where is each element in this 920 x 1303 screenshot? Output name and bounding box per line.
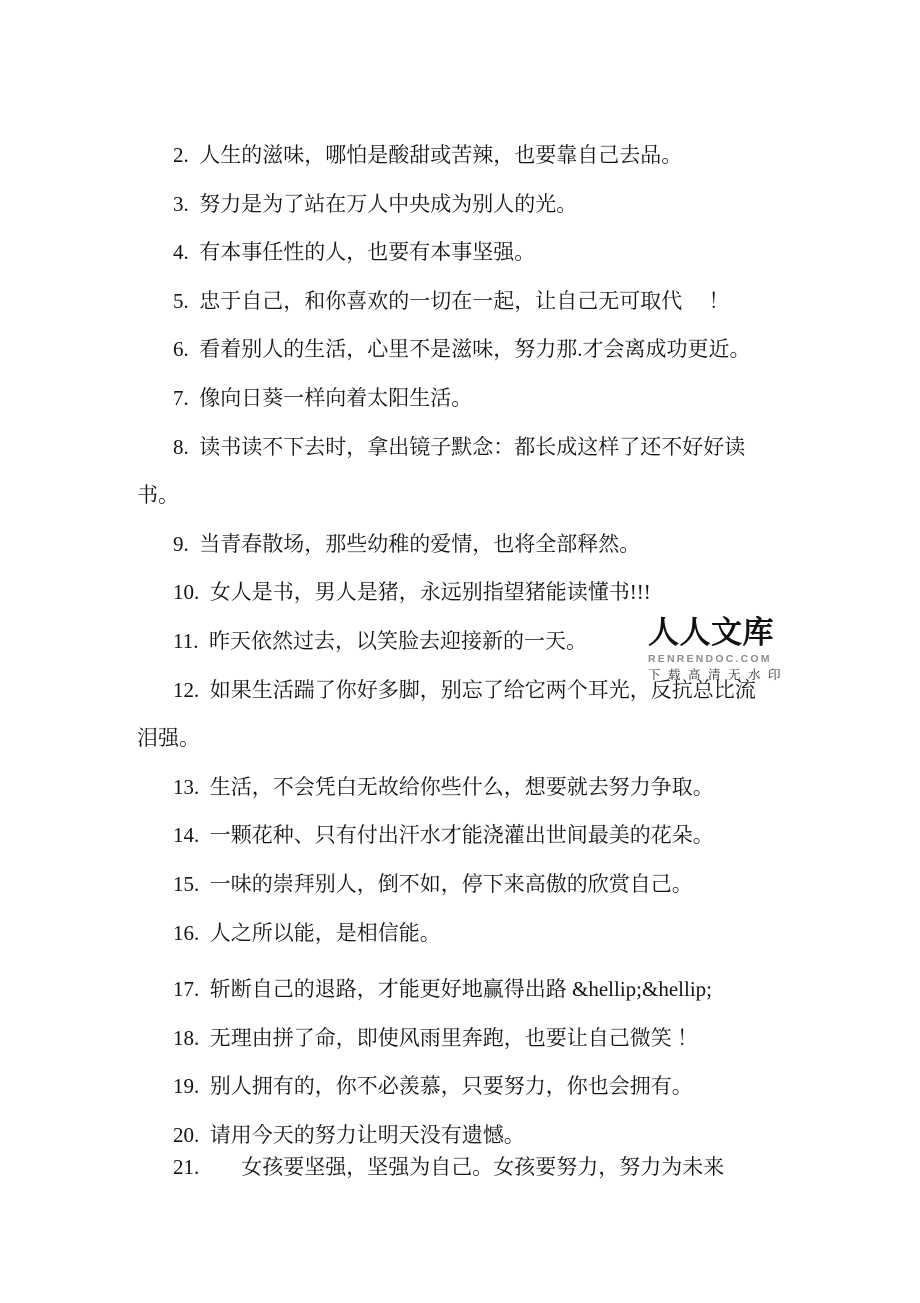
list-item-line: 7. 像向日葵一样向着太阳生活。 — [173, 385, 473, 410]
list-item-line: 20. 请用今天的努力让明天没有遗憾。 — [173, 1122, 525, 1147]
list-item-line: 3. 努力是为了站在万人中央成为别人的光。 — [173, 191, 578, 216]
list-item-line: 4. 有本事任性的人，也要有本事坚强。 — [173, 240, 536, 265]
list-item-line: 18. 无理由拼了命，即使风雨里奔跑，也要让自己微笑 ！ — [173, 1025, 698, 1050]
quotes-list — [137, 131, 799, 1192]
list-item-line: 8. 读书读不下去时，拿出镜子默念：都长成这样了还不好好读 — [173, 434, 746, 459]
watermark-tagline: 下载高清无水印 — [648, 668, 789, 682]
list-item-line: 15. 一味的崇拜别人，倒不如，停下来高傲的欣赏自己。 — [173, 871, 693, 896]
renrendoc-logo: 人人文库 — [648, 615, 774, 650]
list-item-line: 11. 昨天依然过去，以笑脸去迎接新的一天。 — [173, 628, 587, 653]
list-item-line: 10. 女人是书，男人是猪，永远别指望猪能读懂书!!! — [173, 580, 651, 605]
list-item-line: 书。 — [137, 483, 179, 508]
list-item-line: 2. 人生的滋味，哪怕是酸甜或苦辣，也要靠自己去品。 — [173, 143, 683, 167]
list-item-line: 5. 忠于自己，和你喜欢的一切在一起，让自己无可取代 ！ — [173, 288, 730, 313]
list-item-line: 17. 斩断自己的退路，才能更好地赢得出路 &hellip;&hellip; — [173, 977, 712, 1002]
list-item-line: 12. 如果生活踹了你好多脚，别忘了给它两个耳光，反抗总比流 — [173, 677, 756, 702]
list-item-line: 13. 生活，不会凭白无故给你些什么，想要就去努力争取。 — [173, 774, 714, 799]
list-item-line: 泪强。 — [137, 726, 200, 751]
watermark-domain-text: RENRENDOC.COM — [648, 653, 772, 665]
list-item-line: 6. 看着别人的生活，心里不是滋味，努力那.才会离成功更近。 — [173, 337, 751, 362]
list-item-line: 14. 一颗花种、只有付出汗水才能浇灌出世间最美的花朵。 — [173, 823, 714, 848]
list-item-line: 16. 人之所以能，是相信能。 — [173, 920, 441, 945]
list-item-line: 9. 当青春散场，那些幼稚的爱情，也将全部释然。 — [173, 531, 641, 556]
list-item-line: 21. 女孩要坚强，坚强为自己。女孩要努力，努力为未来 — [173, 1155, 725, 1180]
list-item-line: 19. 别人拥有的，你不必羡慕，只要努力，你也会拥有。 — [173, 1074, 693, 1099]
